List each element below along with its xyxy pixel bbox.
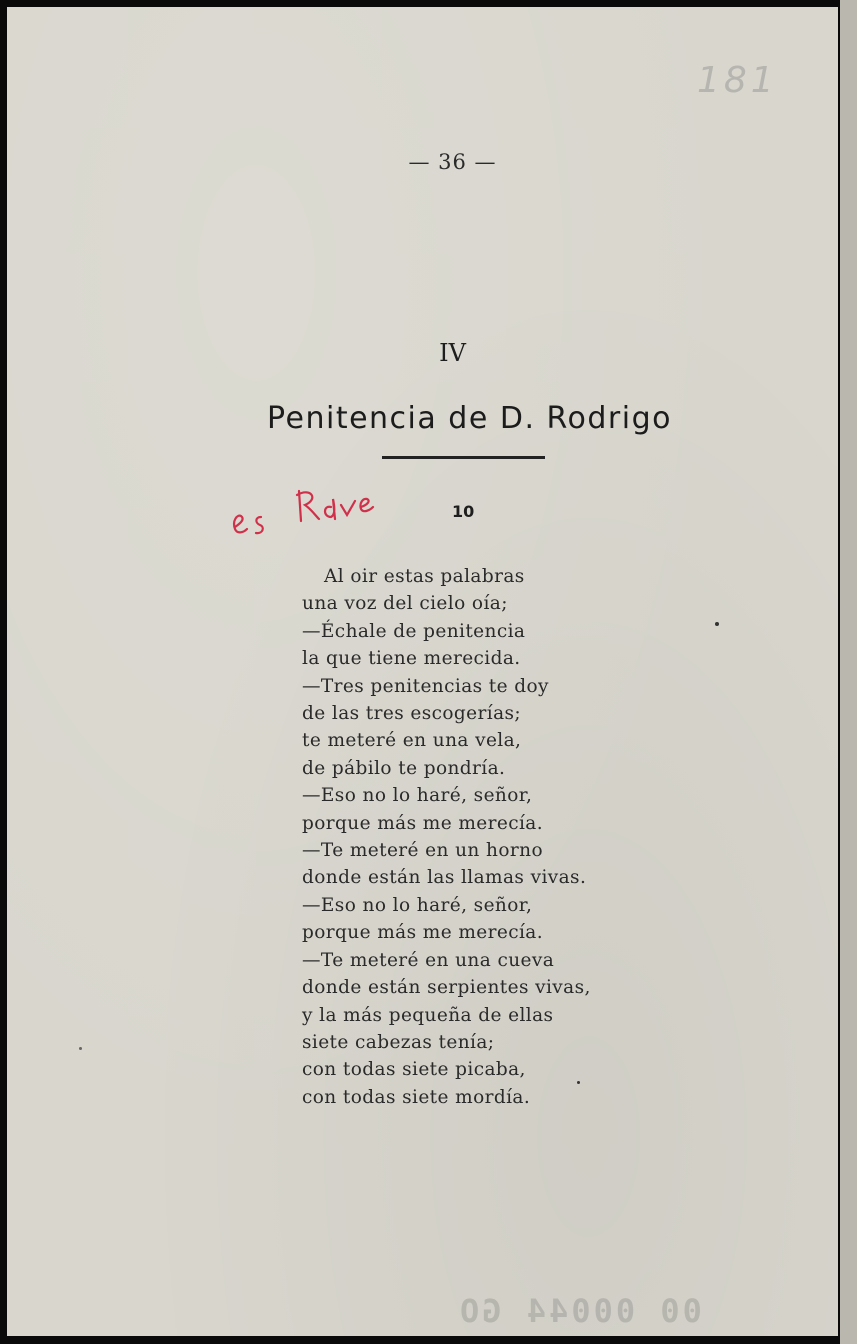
poem-line: y la más pequeña de ellas	[302, 1004, 554, 1026]
handwritten-annotation	[227, 479, 387, 549]
poem-body	[302, 563, 591, 1111]
page-number: — 36 —	[408, 150, 497, 174]
poem-line: siete cabezas tenía;	[302, 1031, 495, 1053]
document-page	[7, 7, 838, 1336]
poem-line: —Échale de penitencia	[302, 620, 526, 642]
ink-speck	[715, 622, 719, 626]
poem-line: Al oir estas palabras	[324, 566, 525, 587]
poem-line: una voz del cielo oía;	[302, 593, 508, 615]
poem-line: —Eso no lo haré, señor,	[302, 894, 533, 916]
title-underline-rule	[382, 456, 545, 459]
bottom-mirrored-stamp: 00 00044 GO	[457, 1292, 702, 1330]
page-edge-shadow	[838, 0, 857, 1344]
poem-line: de las tres escogerías;	[302, 703, 522, 725]
handwritten-note-text: es Rdv	[227, 479, 230, 480]
poem-line: de pábilo te pondría.	[302, 757, 506, 779]
poem-line: con todas siete picaba,	[302, 1059, 526, 1081]
poem-line: la que tiene merecida.	[302, 648, 521, 670]
poem-line: donde están las llamas vivas.	[302, 867, 587, 889]
poem-line: —Eso no lo haré, señor,	[302, 785, 533, 807]
section-roman-numeral: IV	[439, 339, 466, 367]
poem-line: porque más me merecía.	[302, 812, 543, 834]
ink-speck	[79, 1047, 82, 1050]
poem-section-number: 10	[452, 502, 475, 521]
corner-pencil-mark: 181	[697, 60, 778, 101]
poem-title: Penitencia de D. Rodrigo	[267, 401, 672, 436]
ink-speck	[577, 1081, 580, 1084]
poem-line: donde están serpientes vivas,	[302, 977, 591, 999]
poem-line: porque más me merecía.	[302, 922, 543, 944]
poem-line: —Tres penitencias te doy	[302, 675, 549, 697]
poem-line: —Te meteré en un horno	[302, 840, 543, 862]
poem-line: te meteré en una vela,	[302, 730, 522, 752]
poem-line: —Te meteré en una cueva	[302, 949, 555, 971]
poem-line: con todas siete mordía.	[302, 1086, 531, 1108]
